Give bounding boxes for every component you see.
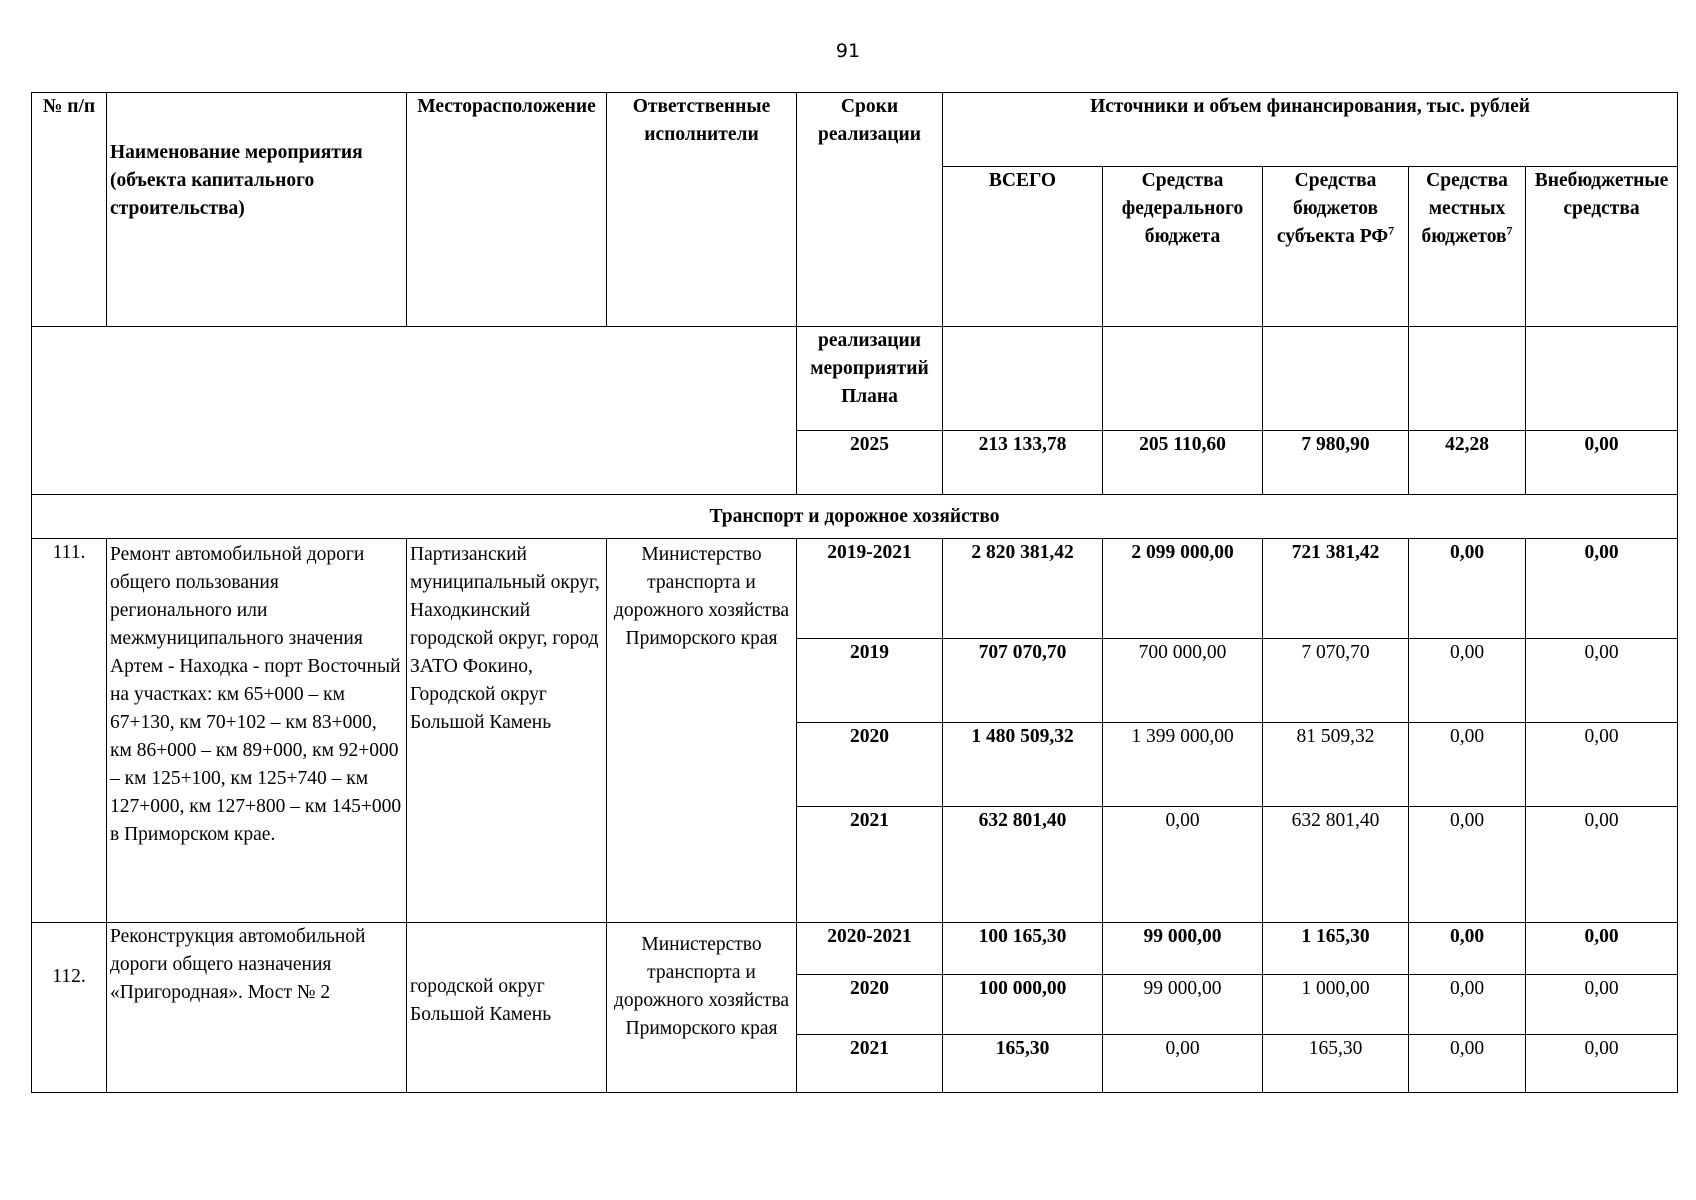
row-year: 2020: [797, 723, 943, 807]
row-year: 2020-2021: [797, 923, 943, 975]
row-subject: 7 070,70: [1263, 639, 1409, 723]
item-index: 112.: [32, 923, 107, 1093]
row-subject: 1 165,30: [1263, 923, 1409, 975]
row-federal: 0,00: [1103, 1035, 1263, 1093]
header-total: ВСЕГО: [943, 167, 1103, 327]
header-local-label: Средства местных бюджетов: [1421, 170, 1508, 247]
header-number: № п/п: [32, 93, 107, 327]
financing-table: [31, 92, 1678, 1093]
carryover-empty-extra: [1526, 327, 1678, 431]
row-federal: 2 099 000,00: [1103, 539, 1263, 639]
row-local: 0,00: [1409, 923, 1526, 975]
row-subject: 721 381,42: [1263, 539, 1409, 639]
row-total: 707 070,70: [943, 639, 1103, 723]
header-extra: Внебюджетные средства: [1526, 167, 1678, 327]
carryover-empty-federal: [1103, 327, 1263, 431]
item-name: Реконструкция автомобильной дороги общего назначения «Пригородная». Мост № 2: [107, 923, 407, 1093]
carryover-blank: [32, 327, 797, 495]
row-federal: 0,00: [1103, 807, 1263, 923]
row-extra: 0,00: [1526, 723, 1678, 807]
header-name: Наименование мероприятия (объекта капитального строительства): [107, 93, 407, 327]
row-federal: 700 000,00: [1103, 639, 1263, 723]
carryover-extra: 0,00: [1526, 431, 1678, 495]
carryover-total: 213 133,78: [943, 431, 1103, 495]
item-location: Партизанский муниципальный округ, Находкинский городской округ, город ЗАТО Фокино, Городской округ Большой Камень: [407, 539, 607, 923]
header-sources: Источники и объем финансирования, тыс. рублей: [943, 93, 1678, 167]
carryover-label: реализации мероприятий Плана: [797, 327, 943, 431]
row-extra: 0,00: [1526, 639, 1678, 723]
header-subject-footnote: 7: [1388, 223, 1395, 238]
row-total: 100 165,30: [943, 923, 1103, 975]
row-total: 100 000,00: [943, 975, 1103, 1035]
row-total: 632 801,40: [943, 807, 1103, 923]
item-responsible: Министерство транспорта и дорожного хозяйства Приморского края: [607, 923, 797, 1093]
carryover-row-label: [32, 327, 1678, 431]
row-local: 0,00: [1409, 807, 1526, 923]
row-subject: 81 509,32: [1263, 723, 1409, 807]
row-local: 0,00: [1409, 639, 1526, 723]
header-terms: Сроки реализации: [797, 93, 943, 327]
carryover-empty-total: [943, 327, 1103, 431]
row-year: 2019-2021: [797, 539, 943, 639]
item-name: Ремонт автомобильной дороги общего пользования регионального или межмуниципального значения Артем - Находка - порт Восточный на участках: км 65+000 – км 67+130, км 70+102 – км 83+000, км 86+000 – км 89+000, км 92+000 – км 125+100, км 125+740 – км 127+000, км 127+800 – км 145+000 в Приморском крае.: [107, 539, 407, 923]
page-number: 91: [835, 40, 861, 62]
row-year: 2020: [797, 975, 943, 1035]
row-extra: 0,00: [1526, 923, 1678, 975]
item-responsible: Министерство транспорта и дорожного хозяйства Приморского края: [607, 539, 797, 923]
row-federal: 1 399 000,00: [1103, 723, 1263, 807]
header-subject: [1263, 167, 1409, 327]
row-subject: 165,30: [1263, 1035, 1409, 1093]
row-year: 2021: [797, 1035, 943, 1093]
carryover-local: 42,28: [1409, 431, 1526, 495]
row-total: 2 820 381,42: [943, 539, 1103, 639]
header-responsible: Ответственные исполнители: [607, 93, 797, 327]
carryover-empty-subject: [1263, 327, 1409, 431]
row-year: 2019: [797, 639, 943, 723]
header-federal: Средства федерального бюджета: [1103, 167, 1263, 327]
header-row-1: [32, 93, 1678, 167]
section-title: Транспорт и дорожное хозяйство: [32, 495, 1678, 539]
row-extra: 0,00: [1526, 807, 1678, 923]
row-subject: 632 801,40: [1263, 807, 1409, 923]
carryover-federal: 205 110,60: [1103, 431, 1263, 495]
carryover-year: 2025: [797, 431, 943, 495]
row-federal: 99 000,00: [1103, 923, 1263, 975]
row-federal: 99 000,00: [1103, 975, 1263, 1035]
row-subject: 1 000,00: [1263, 975, 1409, 1035]
item-location: городской округ Большой Камень: [407, 923, 607, 1093]
header-location: Месторасположение: [407, 93, 607, 327]
row-extra: 0,00: [1526, 975, 1678, 1035]
row-total: 1 480 509,32: [943, 723, 1103, 807]
carryover-empty-local: [1409, 327, 1526, 431]
header-subject-label: Средства бюджетов субъекта РФ: [1276, 170, 1389, 247]
carryover-subject: 7 980,90: [1263, 431, 1409, 495]
row-total: 165,30: [943, 1035, 1103, 1093]
row-extra: 0,00: [1526, 1035, 1678, 1093]
header-local-footnote: 7: [1506, 223, 1513, 238]
section-row: [32, 495, 1678, 539]
row-extra: 0,00: [1526, 539, 1678, 639]
header-local: [1409, 167, 1526, 327]
table-row: [32, 923, 1678, 975]
row-local: 0,00: [1409, 723, 1526, 807]
row-local: 0,00: [1409, 1035, 1526, 1093]
row-local: 0,00: [1409, 975, 1526, 1035]
item-index: 111.: [32, 539, 107, 923]
row-year: 2021: [797, 807, 943, 923]
table-row: [32, 539, 1678, 639]
row-local: 0,00: [1409, 539, 1526, 639]
